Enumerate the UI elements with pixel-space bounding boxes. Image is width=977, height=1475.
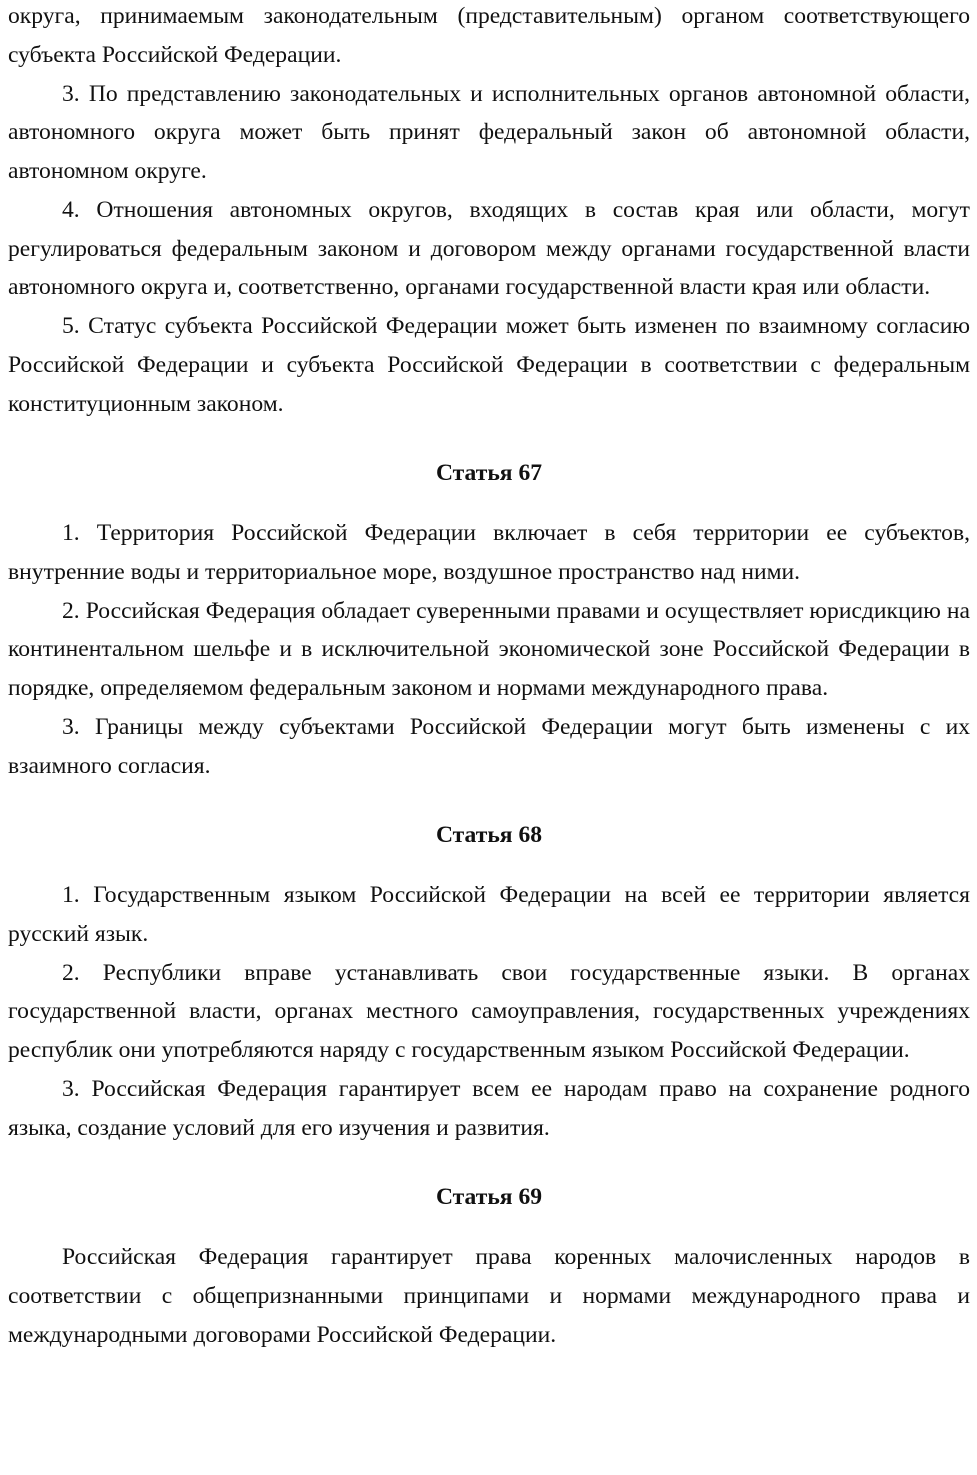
paragraph-4-article-66: 4. Отношения автономных округов, входящих в состав края или области, могут регулироваться федеральным законом и договором между органами государственной власти автономного округа и, соответственно, органами государственной власти края или области. bbox=[8, 196, 970, 301]
document-page bbox=[8, 0, 970, 1354]
article-67-paragraph-2: 2. Российская Федерация обладает суверенными правами и осуществляет юрисдикцию на континентальном шельфе и в исключительной экономической зоне Российской Федерации в порядке, определяемом федеральным законом и нормами международного права. bbox=[8, 597, 970, 701]
section-spacer bbox=[8, 785, 970, 816]
article-68-title: Статья 68 bbox=[435, 822, 543, 849]
article-68-paragraph-2: 2. Республики вправе устанавливать свои государственные языки. В органах государственной власти, органах местного самоуправления, государственных учреждениях республик они употребляются наряду с государственным языком Российской Федерации. bbox=[8, 959, 970, 1063]
section-spacer bbox=[8, 1147, 970, 1178]
article-67-paragraph-3: 3. Границы между субъектами Российской Федерации могут быть изменены с их взаимного согласия. bbox=[8, 713, 970, 779]
continued-paragraph: округа, принимаемым законодательным (представительным) органом соответствующего субъекта Российской Федерации. bbox=[8, 3, 970, 68]
article-69-title: Статья 69 bbox=[435, 1184, 543, 1211]
section-spacer bbox=[8, 423, 970, 454]
title-spacer bbox=[8, 493, 970, 514]
article-67-paragraph-1: 1. Территория Российской Федерации включает в себя территории ее субъектов, внутренние воды и территориальное море, воздушное пространство над ними. bbox=[8, 520, 970, 585]
article-68-paragraph-3: 3. Российская Федерация гарантирует всем ее народам право на сохранение родного языка, создание условий для его изучения и развития. bbox=[8, 1075, 970, 1141]
paragraph-5-article-66: 5. Статус субъекта Российской Федерации может быть изменен по взаимному согласию Российской Федерации и субъекта Российской Федерации в соответствии с федеральным конституционным законом. bbox=[8, 313, 970, 417]
title-spacer bbox=[8, 1217, 970, 1238]
paragraph-3-article-66: 3. По представлению законодательных и исполнительных органов автономной области, автономного округа может быть принят федеральный закон об автономной области, автономном округе. bbox=[8, 80, 970, 184]
title-spacer bbox=[8, 855, 970, 876]
article-67-title: Статья 67 bbox=[435, 460, 543, 487]
article-68-paragraph-1: 1. Государственным языком Российской Федерации на всей ее территории является русский язык. bbox=[8, 882, 970, 947]
article-69-paragraph: Российская Федерация гарантирует права коренных малочисленных народов в соответствии с общепризнанными принципами и нормами международного права и международными договорами Российской Федерации. bbox=[8, 1244, 970, 1348]
